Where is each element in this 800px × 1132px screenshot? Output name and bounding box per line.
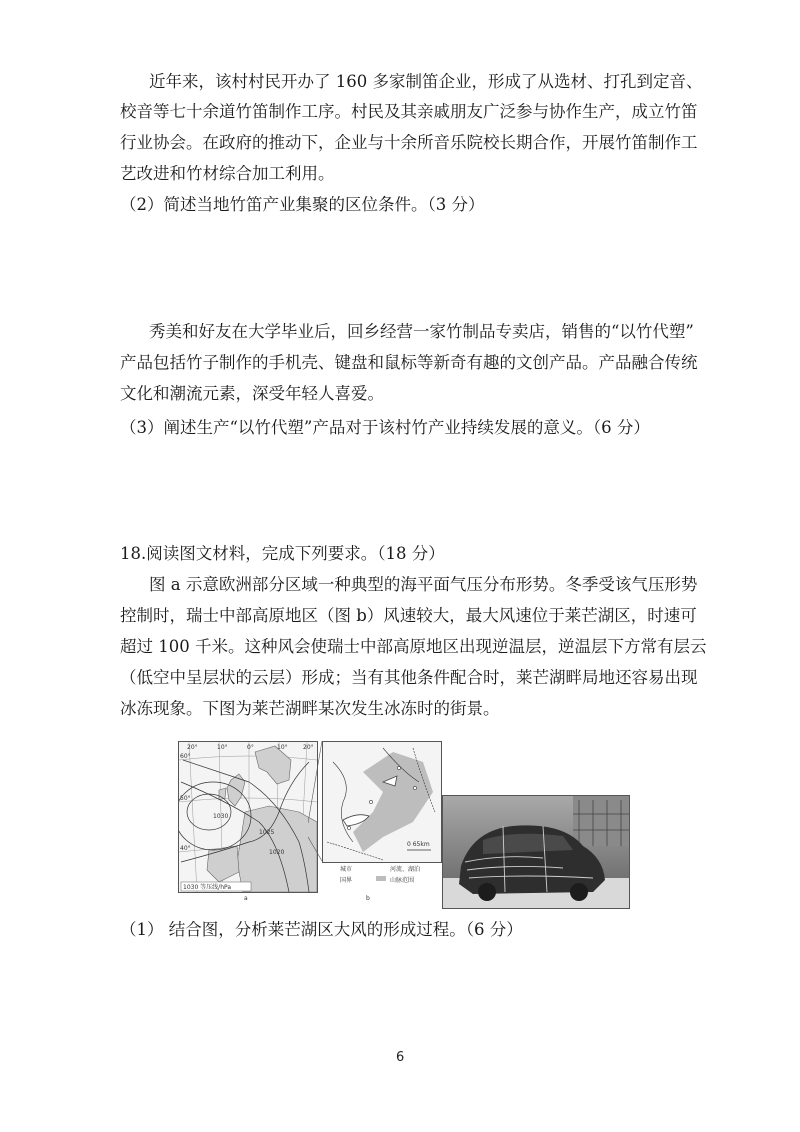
legend-river: 河流、湖泊 bbox=[390, 866, 421, 873]
legend-mountain: 山脉范围 bbox=[390, 877, 415, 884]
text-line: 图 a 示意欧洲部分区域一种典型的海平面气压分布形势。冬季受该气压形势 bbox=[149, 575, 698, 594]
text-line: 校音等七十余道竹笛制作工序。村民及其亲戚朋友广泛参与协作生产，成立竹笛 bbox=[120, 102, 698, 121]
lon-label: 10° bbox=[217, 744, 228, 751]
legend-border: 国界 bbox=[340, 877, 353, 884]
lon-label: 20° bbox=[187, 744, 198, 751]
question-3: （3）阐述生产“以竹代塑”产品对于该村竹产业持续发展的意义。（6 分） bbox=[120, 418, 650, 437]
map-a-pressure bbox=[178, 741, 318, 893]
lat-label: 60° bbox=[180, 753, 191, 760]
text-line: 秀美和好友在大学毕业后，回乡经营一家竹制品专卖店，销售的“以竹代塑” bbox=[149, 322, 694, 341]
text-line: 行业协会。在政府的推动下，企业与十余所音乐院校长期合作，开展竹笛制作工 bbox=[120, 133, 698, 152]
text-line: 产品包括竹子制作的手机壳、键盘和鼠标等新奇有趣的文创产品。产品融合传统 bbox=[120, 353, 698, 372]
text-line: 文化和潮流元素，深受年轻人喜爱。 bbox=[120, 384, 384, 403]
text-line: 冰冻现象。下图为莱芒湖畔某次发生冰冻时的街景。 bbox=[120, 699, 500, 718]
text-line: 近年来，该村村民开办了 160 多家制笛企业，形成了从选材、打孔到定音、 bbox=[149, 72, 703, 91]
lat-label: 50° bbox=[180, 795, 191, 802]
lat-label: 40° bbox=[180, 845, 191, 852]
label-b: b bbox=[366, 895, 370, 902]
scale-bar: 0 65km bbox=[407, 841, 430, 848]
isobar-label-1025: 1025 bbox=[259, 829, 275, 836]
mountain-swatch bbox=[376, 876, 386, 881]
lon-label: 0° bbox=[247, 744, 254, 751]
map-b-switzerland bbox=[322, 741, 442, 863]
figure bbox=[170, 733, 630, 911]
text-line: 超过 100 千米。这种风会使瑞士中部高原地区出现逆温层，逆温层下方常有层云 bbox=[120, 637, 707, 656]
isobar-label-1030: 1030 bbox=[213, 813, 229, 820]
text-line: 控制时，瑞士中部高原地区（图 b）风速较大，最大风速位于莱芒湖区，时速可 bbox=[120, 606, 697, 625]
page-number: 6 bbox=[396, 1050, 405, 1065]
question-18-1: （1） 结合图，分析莱芒湖区大风的形成过程。（6 分） bbox=[120, 920, 523, 939]
lon-label: 20° bbox=[303, 744, 314, 751]
frozen-car-photo bbox=[442, 795, 630, 909]
isobar-label-1020: 1020 bbox=[269, 849, 285, 856]
text-line: 艺改进和竹材综合加工利用。 bbox=[120, 164, 335, 183]
label-a: a bbox=[244, 895, 248, 902]
legend-city: 城市 bbox=[340, 866, 353, 873]
lon-label: 10° bbox=[277, 744, 288, 751]
legend-isobar: 1030 等压线/hPa bbox=[183, 884, 232, 891]
text-line: （低空中呈层状的云层）形成；当有其他条件配合时，莱芒湖畔局地还容易出现 bbox=[120, 668, 698, 687]
question-2: （2）简述当地竹笛产业集聚的区位条件。（3 分） bbox=[120, 195, 485, 214]
question-18-header: 18.阅读图文材料，完成下列要求。（18 分） bbox=[120, 544, 445, 563]
